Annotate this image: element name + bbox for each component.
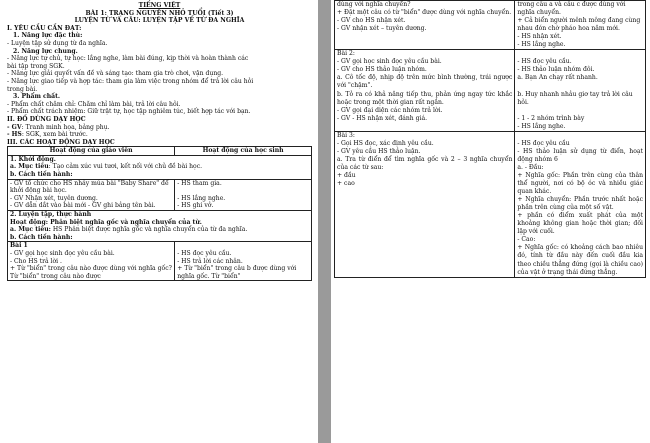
- student-cell: - HS đọc yêu cầu - HS thảo luận sử dụng từ điển, hoạt động nhóm 6 a. - Đầu: + Nghĩa gốc: Phần trên cùng của thân thể người, nơi có bộ óc và nhiều giác quan khác. + Nghĩa chuyển: Phần trước nhất hoặc phần trên cùng của một số vật. + phần có điểm xuất phát của một khoảng không gian hoặc thời gian; đối lập với cuối. - Cao: + Nghĩa gốc: có khoảng cách bao nhiêu đó, tính từ đầu này đến cuối đầu kia theo chiều thẳng đứng (gọi là chiều cao) của vật ở trạng thái đứng thẳng.: [515, 131, 646, 277]
- student-cell: [175, 179, 312, 210]
- student-cell: [175, 242, 312, 281]
- text-line: bài tập trong SGK.: [7, 62, 65, 70]
- student-line: - HS trả lời các nhân.: [177, 257, 243, 265]
- goal-label: a. Mục tiêu:: [10, 226, 51, 234]
- teacher-cell: Bài 3: - Gọi HS đọc, xác định yêu cầu. - GV yêu cầu HS thảo luận. a. Tra từ điển để tìm nghĩa gốc và 2 – 3 nghĩa chuyển của các từ sau: + đầu + cao: [335, 131, 515, 277]
- student-line: + Từ "biển" trong câu b được dùng với nghĩa gốc. Từ "biển": [177, 265, 297, 280]
- teacher-line: - GV dẫn dắt vào bài mới - GV ghi bảng tên bài.: [10, 202, 156, 210]
- heading-specific-competence: 1. Năng lực đặc thù:: [13, 32, 83, 40]
- goal-text: : Tạo cảm xúc vui tươi, kết nối với chủ đề bài học.: [48, 163, 203, 171]
- hs-text: : SGK, xem bài trước.: [21, 131, 88, 139]
- column-header-teacher: Hoạt động của giáo viên: [8, 147, 175, 156]
- student-cell: trong câu a và câu c được dùng với nghĩa chuyển. + Cả biển người mênh mông đang cùng nhau đón chờ pháo hoa năm mới. - HS nhận xét. - HS lắng nghe.: [515, 1, 646, 50]
- student-cell: - HS đọc yêu cầu. - HS thảo luận nhóm đôi. a. Bạn An chạy rất nhanh. b. Huy nhanh nhảu giơ tay trả lời câu hỏi. - 1 - 2 nhóm trình bày - HS lắng nghe.: [515, 50, 646, 131]
- practice-title: 2. Luyện tập, thực hành: [10, 211, 92, 219]
- practice-activity: Hoạt động: Phân biệt nghĩa gốc và nghĩa chuyển của từ.: [10, 218, 202, 226]
- warmup-procedure: b. Cách tiến hành:: [10, 171, 73, 179]
- teacher-cell: Bài 2: - GV gọi học sinh đọc yêu cầu bài. - GV cho HS thảo luận nhóm. a. Cô tốc độ, nhịp độ trên mức bình thường, trái ngược với "chậm". b. Tỏ ra có khả năng tiếp thu, phản ứng ngay tức khắc hoặc trong một thời gian rất ngắn. - GV gọi đại diện các nhóm trả lời. - GV - HS nhận xét, đánh giá.: [335, 50, 515, 131]
- student-line: - HS tham gia.: [177, 179, 222, 187]
- exercise-1-title: Bài 1: [10, 242, 28, 250]
- document-page-2: [331, 0, 650, 443]
- teacher-line: - GV gọi học sinh đọc yêu cầu bài.: [10, 250, 115, 257]
- lesson-subtitle: LUYỆN TỪ VÀ CÂU: LUYỆN TẬP VỀ TỪ ĐA NGHĨA: [74, 17, 245, 25]
- hs-label: - HS: [7, 131, 22, 139]
- activities-table: [7, 146, 312, 281]
- teacher-cell: [8, 179, 175, 210]
- subject-title: TIẾNG VIỆT: [138, 2, 181, 9]
- goal-text: HS Phân biệt được nghĩa gốc và nghĩa chuyển của từ đa nghĩa.: [50, 226, 248, 234]
- gv-label: - GV: [7, 123, 22, 131]
- teacher-line: - GV tổ chức cho HS nhảy múa bài "Baby Share" để khởi động bài học.: [10, 179, 169, 195]
- student-line: - HS ghi vở.: [177, 202, 214, 210]
- warmup-header: [8, 155, 312, 179]
- student-line: - HS đọc yêu cầu.: [177, 250, 232, 257]
- section-requirements: I. YÊU CẦU CẦN ĐẠT:: [7, 24, 82, 32]
- document-page-1: [0, 0, 318, 443]
- section-materials: II. ĐỒ DÙNG DẠY HỌC: [7, 115, 86, 123]
- text-line: - Năng lực giải quyết vấn đề và sáng tạo: tham gia trò chơi, vận dụng.: [7, 70, 224, 78]
- gv-text: : Tranh minh họa, bảng phụ.: [21, 123, 110, 131]
- column-header-student: Hoạt động của học sinh: [175, 147, 312, 156]
- teacher-line: - Cho HS trả lời .: [10, 257, 62, 265]
- text-line: - Năng lực tự chủ, tự học: lắng nghe, làm bài đúng, kịp thời và hoàn thành các: [7, 55, 249, 63]
- activities-table-continued: [334, 0, 646, 278]
- teacher-line: + Từ "biển" trong câu nào được dùng với nghĩa gốc? Từ "biển" trong câu nào được: [10, 265, 172, 280]
- text-line: - Phẩm chất trách nhiệm: Giữ trật tự, học tập nghiêm túc, biết hợp tác với bạn.: [7, 108, 251, 116]
- section-activities: III. CÁC HOẠT ĐỘNG DẠY HỌC: [7, 138, 115, 146]
- text-line: - Năng lực giao tiếp và hợp tác: tham gia làm việc trong nhóm để trả lời câu hỏi: [7, 77, 254, 85]
- teacher-cell: [8, 242, 175, 281]
- practice-procedure: b. Cách tiến hành:: [10, 233, 73, 241]
- goal-label: a. Mục tiêu: [10, 163, 49, 171]
- text-line: - Luyện tập sử dụng từ đa nghĩa.: [7, 39, 108, 47]
- teacher-cell: dùng với nghĩa chuyển? + Đặt một câu có từ "biển" được dùng với nghĩa chuyển. - GV cho HS nhận xét. - GV nhận xét – tuyên dương.: [335, 1, 515, 50]
- practice-header: [8, 211, 312, 242]
- student-line: - HS lắng nghe.: [177, 194, 226, 202]
- heading-qualities: 3. Phẩm chất.: [13, 93, 61, 101]
- heading-general-competence: 2. Năng lực chung.: [13, 47, 78, 55]
- materials-hs: [7, 131, 312, 139]
- warmup-title: 1. Khởi động.: [10, 155, 56, 163]
- practice-goal: [10, 226, 309, 234]
- text-line: trong bài.: [7, 85, 38, 93]
- lesson-title: BÀI 1: TRẠNG NGUYÊN NHỎ TUỔI (Tiết 3): [85, 9, 234, 17]
- teacher-line: - GV Nhận xét, tuyên dương.: [10, 194, 98, 202]
- text-line: - Phẩm chất chăm chỉ: Chăm chỉ làm bài, trả lời câu hỏi.: [7, 100, 181, 108]
- warmup-goal: [10, 163, 309, 171]
- materials-gv: [7, 124, 312, 132]
